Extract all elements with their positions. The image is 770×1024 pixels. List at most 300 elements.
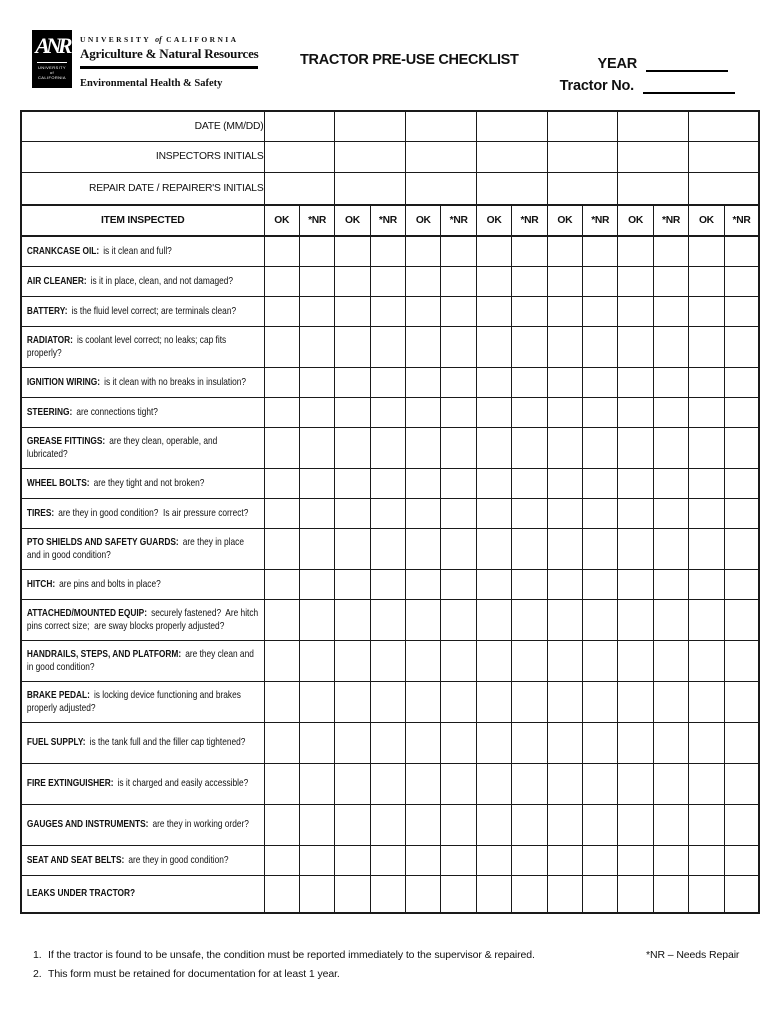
ok-check-cell[interactable] — [264, 681, 299, 722]
nr-check-cell[interactable] — [653, 397, 688, 427]
ok-check-cell[interactable] — [476, 397, 511, 427]
nr-check-cell[interactable] — [653, 599, 688, 640]
ok-check-cell[interactable] — [406, 367, 441, 397]
ok-check-cell[interactable] — [547, 326, 582, 367]
nr-check-cell[interactable] — [583, 640, 618, 681]
ok-check-cell[interactable] — [406, 845, 441, 875]
ok-check-cell[interactable] — [476, 804, 511, 845]
nr-check-cell[interactable] — [299, 468, 334, 498]
item-label-cell — [21, 296, 264, 326]
nr-check-cell[interactable] — [724, 427, 759, 468]
nr-check-cell[interactable] — [441, 875, 476, 913]
item-text — [22, 373, 264, 392]
ok-check-cell[interactable] — [547, 427, 582, 468]
nr-check-cell[interactable] — [653, 427, 688, 468]
nr-check-cell[interactable] — [441, 722, 476, 763]
nr-check-cell[interactable] — [512, 367, 547, 397]
ok-check-cell[interactable] — [689, 804, 724, 845]
ok-check-cell[interactable] — [618, 640, 653, 681]
ok-check-cell[interactable] — [335, 427, 370, 468]
meta-entry-cell[interactable] — [406, 141, 477, 172]
nr-check-cell[interactable] — [653, 498, 688, 528]
ok-check-cell[interactable] — [618, 722, 653, 763]
ok-check-cell[interactable] — [689, 722, 724, 763]
ok-check-cell[interactable] — [689, 397, 724, 427]
nr-check-cell[interactable] — [512, 296, 547, 326]
nr-check-cell[interactable] — [299, 266, 334, 296]
nr-check-cell[interactable] — [724, 397, 759, 427]
nr-check-cell[interactable] — [583, 427, 618, 468]
ok-check-cell[interactable] — [264, 367, 299, 397]
meta-entry-cell[interactable] — [264, 172, 335, 205]
ok-check-cell[interactable] — [547, 763, 582, 804]
ok-check-cell[interactable] — [547, 296, 582, 326]
nr-check-cell[interactable] — [441, 599, 476, 640]
nr-check-cell[interactable] — [441, 236, 476, 266]
nr-check-cell[interactable] — [370, 845, 405, 875]
nr-check-cell[interactable] — [370, 296, 405, 326]
ok-check-cell[interactable] — [689, 498, 724, 528]
ok-check-cell[interactable] — [689, 640, 724, 681]
nr-check-cell[interactable] — [299, 875, 334, 913]
nr-check-cell[interactable] — [512, 326, 547, 367]
ok-check-cell[interactable] — [335, 367, 370, 397]
nr-check-cell[interactable] — [583, 763, 618, 804]
ok-check-cell[interactable] — [335, 569, 370, 599]
nr-check-cell[interactable] — [724, 528, 759, 569]
meta-entry-cell[interactable] — [264, 111, 335, 141]
ok-check-cell[interactable] — [618, 296, 653, 326]
ok-check-cell[interactable] — [689, 845, 724, 875]
nr-column-header: *NR — [583, 205, 618, 236]
nr-check-cell[interactable] — [583, 569, 618, 599]
nr-check-cell[interactable] — [441, 528, 476, 569]
ok-check-cell[interactable] — [689, 599, 724, 640]
ok-check-cell[interactable] — [618, 326, 653, 367]
meta-entry-cell[interactable] — [335, 111, 406, 141]
ok-check-cell[interactable] — [547, 498, 582, 528]
ok-check-cell[interactable] — [689, 236, 724, 266]
ok-check-cell[interactable] — [264, 875, 299, 913]
nr-check-cell[interactable] — [299, 236, 334, 266]
nr-check-cell[interactable] — [512, 528, 547, 569]
ok-check-cell[interactable] — [264, 722, 299, 763]
meta-entry-cell[interactable] — [689, 141, 760, 172]
ok-check-cell[interactable] — [689, 681, 724, 722]
nr-check-cell[interactable] — [653, 875, 688, 913]
nr-check-cell[interactable] — [299, 498, 334, 528]
tractor-no-field[interactable] — [643, 77, 735, 94]
ok-check-cell[interactable] — [335, 236, 370, 266]
nr-check-cell[interactable] — [299, 296, 334, 326]
ok-check-cell[interactable] — [335, 397, 370, 427]
nr-check-cell[interactable] — [441, 804, 476, 845]
ok-check-cell[interactable] — [335, 640, 370, 681]
nr-check-cell[interactable] — [724, 875, 759, 913]
ok-check-cell[interactable] — [476, 875, 511, 913]
ok-check-cell[interactable] — [547, 845, 582, 875]
ok-check-cell[interactable] — [476, 266, 511, 296]
ok-check-cell[interactable] — [406, 468, 441, 498]
ok-check-cell[interactable] — [406, 569, 441, 599]
nr-check-cell[interactable] — [724, 296, 759, 326]
ok-check-cell[interactable] — [406, 804, 441, 845]
ok-check-cell[interactable] — [476, 763, 511, 804]
meta-entry-cell[interactable] — [547, 141, 618, 172]
meta-entry-cell[interactable] — [335, 172, 406, 205]
ok-check-cell[interactable] — [264, 569, 299, 599]
ok-check-cell[interactable] — [618, 681, 653, 722]
ok-check-cell[interactable] — [547, 266, 582, 296]
nr-check-cell[interactable] — [370, 397, 405, 427]
nr-check-cell[interactable] — [512, 236, 547, 266]
nr-check-cell[interactable] — [583, 236, 618, 266]
nr-check-cell[interactable] — [299, 569, 334, 599]
ok-check-cell[interactable] — [335, 326, 370, 367]
nr-check-cell[interactable] — [724, 498, 759, 528]
nr-check-cell[interactable] — [653, 266, 688, 296]
ok-check-cell[interactable] — [689, 468, 724, 498]
ok-check-cell[interactable] — [618, 845, 653, 875]
nr-check-cell[interactable] — [512, 804, 547, 845]
ok-check-cell[interactable] — [547, 397, 582, 427]
ok-check-cell[interactable] — [689, 427, 724, 468]
nr-check-cell[interactable] — [512, 875, 547, 913]
ok-check-cell[interactable] — [547, 528, 582, 569]
ok-check-cell[interactable] — [406, 681, 441, 722]
footer-note — [33, 965, 535, 984]
ok-check-cell[interactable] — [406, 236, 441, 266]
nr-check-cell[interactable] — [724, 722, 759, 763]
nr-check-cell[interactable] — [583, 722, 618, 763]
ok-check-cell[interactable] — [547, 681, 582, 722]
nr-check-cell[interactable] — [724, 640, 759, 681]
nr-check-cell[interactable] — [370, 266, 405, 296]
nr-check-cell[interactable] — [512, 599, 547, 640]
nr-check-cell[interactable] — [724, 569, 759, 599]
nr-check-cell[interactable] — [653, 367, 688, 397]
meta-entry-cell[interactable] — [618, 172, 689, 205]
item-text — [22, 242, 264, 261]
page-title: TRACTOR PRE-USE CHECKLIST — [300, 52, 519, 68]
nr-check-cell[interactable] — [512, 569, 547, 599]
ok-check-cell[interactable] — [264, 528, 299, 569]
ok-check-cell[interactable] — [264, 266, 299, 296]
item-text — [22, 686, 264, 718]
ok-check-cell[interactable] — [264, 498, 299, 528]
ok-check-cell[interactable] — [476, 498, 511, 528]
meta-entry-cell[interactable] — [547, 111, 618, 141]
year-field[interactable] — [646, 55, 728, 72]
ok-check-cell[interactable] — [476, 296, 511, 326]
nr-check-cell[interactable] — [583, 397, 618, 427]
nr-check-cell[interactable] — [512, 266, 547, 296]
nr-check-cell[interactable] — [653, 845, 688, 875]
ok-check-cell[interactable] — [476, 640, 511, 681]
nr-check-cell[interactable] — [583, 326, 618, 367]
nr-check-cell[interactable] — [512, 640, 547, 681]
nr-check-cell[interactable] — [370, 722, 405, 763]
nr-check-cell[interactable] — [512, 845, 547, 875]
ok-check-cell[interactable] — [476, 569, 511, 599]
ok-check-cell[interactable] — [406, 427, 441, 468]
nr-check-cell[interactable] — [441, 296, 476, 326]
nr-check-cell[interactable] — [299, 367, 334, 397]
ok-check-cell[interactable] — [547, 804, 582, 845]
nr-check-cell[interactable] — [653, 236, 688, 266]
nr-check-cell[interactable] — [299, 528, 334, 569]
ok-check-cell[interactable] — [264, 326, 299, 367]
ok-check-cell[interactable] — [335, 804, 370, 845]
nr-check-cell[interactable] — [653, 296, 688, 326]
nr-check-cell[interactable] — [512, 468, 547, 498]
ok-check-cell[interactable] — [264, 236, 299, 266]
nr-check-cell[interactable] — [583, 296, 618, 326]
nr-check-cell[interactable] — [583, 528, 618, 569]
ok-check-cell[interactable] — [476, 236, 511, 266]
nr-check-cell[interactable] — [724, 326, 759, 367]
nr-check-cell[interactable] — [512, 427, 547, 468]
nr-check-cell[interactable] — [653, 763, 688, 804]
nr-check-cell[interactable] — [512, 681, 547, 722]
ok-check-cell[interactable] — [406, 875, 441, 913]
ok-check-cell[interactable] — [406, 722, 441, 763]
ok-check-cell[interactable] — [476, 681, 511, 722]
ok-check-cell[interactable] — [406, 397, 441, 427]
nr-check-cell[interactable] — [724, 599, 759, 640]
meta-entry-cell[interactable] — [476, 141, 547, 172]
nr-check-cell[interactable] — [441, 326, 476, 367]
nr-check-cell[interactable] — [299, 326, 334, 367]
nr-check-cell[interactable] — [441, 569, 476, 599]
nr-check-cell[interactable] — [724, 681, 759, 722]
ok-check-cell[interactable] — [264, 845, 299, 875]
ok-check-cell[interactable] — [476, 722, 511, 763]
ok-check-cell[interactable] — [335, 599, 370, 640]
ok-check-cell[interactable] — [618, 498, 653, 528]
meta-entry-cell[interactable] — [406, 172, 477, 205]
ok-check-cell[interactable] — [335, 468, 370, 498]
nr-check-cell[interactable] — [724, 367, 759, 397]
nr-check-cell[interactable] — [299, 763, 334, 804]
meta-entry-cell[interactable] — [335, 141, 406, 172]
ok-check-cell[interactable] — [406, 266, 441, 296]
nr-check-cell[interactable] — [370, 367, 405, 397]
nr-check-cell[interactable] — [370, 498, 405, 528]
ok-check-cell[interactable] — [547, 367, 582, 397]
ok-check-cell[interactable] — [618, 804, 653, 845]
nr-check-cell[interactable] — [724, 468, 759, 498]
ok-check-cell[interactable] — [406, 528, 441, 569]
nr-check-cell[interactable] — [299, 681, 334, 722]
ok-check-cell[interactable] — [335, 266, 370, 296]
ok-check-cell[interactable] — [547, 722, 582, 763]
meta-entry-cell[interactable] — [689, 172, 760, 205]
meta-entry-cell[interactable] — [618, 111, 689, 141]
ok-check-cell[interactable] — [476, 468, 511, 498]
ok-check-cell[interactable] — [335, 845, 370, 875]
nr-check-cell[interactable] — [370, 569, 405, 599]
nr-check-cell[interactable] — [583, 845, 618, 875]
nr-check-cell[interactable] — [653, 326, 688, 367]
nr-check-cell[interactable] — [512, 397, 547, 427]
nr-check-cell[interactable] — [299, 427, 334, 468]
ok-check-cell[interactable] — [547, 875, 582, 913]
nr-check-cell[interactable] — [653, 681, 688, 722]
ok-check-cell[interactable] — [689, 266, 724, 296]
ok-check-cell[interactable] — [618, 266, 653, 296]
ok-check-cell[interactable] — [689, 569, 724, 599]
ok-check-cell[interactable] — [689, 875, 724, 913]
nr-check-cell[interactable] — [512, 763, 547, 804]
nr-check-cell[interactable] — [370, 875, 405, 913]
ok-check-cell[interactable] — [335, 763, 370, 804]
ok-check-cell[interactable] — [406, 763, 441, 804]
nr-check-cell[interactable] — [653, 722, 688, 763]
meta-entry-cell[interactable] — [406, 111, 477, 141]
ok-check-cell[interactable] — [476, 367, 511, 397]
nr-check-cell[interactable] — [653, 569, 688, 599]
nr-check-cell[interactable] — [512, 498, 547, 528]
nr-check-cell[interactable] — [441, 397, 476, 427]
ok-check-cell[interactable] — [618, 528, 653, 569]
nr-check-cell[interactable] — [370, 326, 405, 367]
nr-check-cell[interactable] — [441, 427, 476, 468]
ok-check-cell[interactable] — [689, 326, 724, 367]
nr-check-cell[interactable] — [441, 367, 476, 397]
ok-check-cell[interactable] — [406, 296, 441, 326]
meta-entry-cell[interactable] — [264, 141, 335, 172]
ok-check-cell[interactable] — [618, 427, 653, 468]
nr-check-cell[interactable] — [441, 763, 476, 804]
ok-check-cell[interactable] — [476, 326, 511, 367]
ok-check-cell[interactable] — [618, 569, 653, 599]
ok-check-cell[interactable] — [264, 640, 299, 681]
ok-check-cell[interactable] — [476, 427, 511, 468]
meta-entry-cell[interactable] — [618, 141, 689, 172]
meta-entry-cell[interactable] — [476, 172, 547, 205]
ok-check-cell[interactable] — [618, 763, 653, 804]
nr-check-cell[interactable] — [512, 722, 547, 763]
nr-check-cell[interactable] — [370, 236, 405, 266]
nr-check-cell[interactable] — [299, 640, 334, 681]
ok-check-cell[interactable] — [264, 804, 299, 845]
ok-check-cell[interactable] — [335, 528, 370, 569]
nr-check-cell[interactable] — [583, 804, 618, 845]
nr-check-cell[interactable] — [441, 681, 476, 722]
meta-entry-cell[interactable] — [476, 111, 547, 141]
ok-check-cell[interactable] — [689, 296, 724, 326]
ok-column-header: OK — [264, 205, 299, 236]
ok-check-cell[interactable] — [264, 296, 299, 326]
nr-check-cell[interactable] — [653, 804, 688, 845]
ok-check-cell[interactable] — [476, 845, 511, 875]
ok-check-cell[interactable] — [618, 367, 653, 397]
nr-check-cell[interactable] — [370, 468, 405, 498]
nr-check-cell[interactable] — [299, 599, 334, 640]
nr-check-cell[interactable] — [583, 681, 618, 722]
ok-check-cell[interactable] — [618, 875, 653, 913]
ok-check-cell[interactable] — [618, 468, 653, 498]
ok-check-cell[interactable] — [547, 640, 582, 681]
nr-check-cell[interactable] — [299, 845, 334, 875]
nr-check-cell[interactable] — [370, 528, 405, 569]
nr-check-cell[interactable] — [370, 763, 405, 804]
ok-check-cell[interactable] — [406, 640, 441, 681]
ok-check-cell[interactable] — [264, 763, 299, 804]
nr-check-cell[interactable] — [583, 468, 618, 498]
ok-check-cell[interactable] — [618, 397, 653, 427]
nr-check-cell[interactable] — [299, 804, 334, 845]
item-description: are they tight and not broken? — [93, 477, 205, 489]
nr-check-cell[interactable] — [299, 397, 334, 427]
ok-check-cell[interactable] — [406, 498, 441, 528]
ok-check-cell[interactable] — [547, 236, 582, 266]
meta-entry-cell[interactable] — [689, 111, 760, 141]
nr-check-cell[interactable] — [724, 845, 759, 875]
nr-check-cell[interactable] — [653, 468, 688, 498]
nr-check-cell[interactable] — [583, 498, 618, 528]
nr-check-cell[interactable] — [653, 528, 688, 569]
nr-check-cell[interactable] — [370, 427, 405, 468]
nr-check-cell[interactable] — [370, 599, 405, 640]
nr-check-cell[interactable] — [583, 875, 618, 913]
ok-check-cell[interactable] — [547, 468, 582, 498]
nr-check-cell[interactable] — [441, 845, 476, 875]
ok-check-cell[interactable] — [689, 367, 724, 397]
nr-check-cell[interactable] — [441, 640, 476, 681]
item-label-cell — [21, 569, 264, 599]
ok-check-cell[interactable] — [689, 763, 724, 804]
nr-check-cell[interactable] — [370, 804, 405, 845]
ok-check-cell[interactable] — [264, 397, 299, 427]
ok-check-cell[interactable] — [547, 569, 582, 599]
ok-check-cell[interactable] — [689, 528, 724, 569]
ok-check-cell[interactable] — [547, 599, 582, 640]
nr-check-cell[interactable] — [724, 804, 759, 845]
nr-check-cell[interactable] — [724, 236, 759, 266]
nr-check-cell[interactable] — [441, 468, 476, 498]
ok-check-cell[interactable] — [335, 722, 370, 763]
nr-check-cell[interactable] — [370, 640, 405, 681]
nr-check-cell[interactable] — [724, 763, 759, 804]
ok-check-cell[interactable] — [618, 599, 653, 640]
ok-check-cell[interactable] — [476, 528, 511, 569]
nr-check-cell[interactable] — [299, 722, 334, 763]
nr-check-cell[interactable] — [653, 640, 688, 681]
ok-check-cell[interactable] — [335, 681, 370, 722]
ok-check-cell[interactable] — [264, 427, 299, 468]
ok-check-cell[interactable] — [335, 296, 370, 326]
ok-check-cell[interactable] — [406, 326, 441, 367]
ok-check-cell[interactable] — [335, 498, 370, 528]
ok-check-cell[interactable] — [476, 599, 511, 640]
item-inspected-header: ITEM INSPECTED — [21, 205, 264, 236]
ok-check-cell[interactable] — [335, 875, 370, 913]
ok-check-cell[interactable] — [618, 236, 653, 266]
nr-check-cell[interactable] — [583, 599, 618, 640]
ok-check-cell[interactable] — [264, 599, 299, 640]
ok-check-cell[interactable] — [406, 599, 441, 640]
nr-check-cell[interactable] — [724, 266, 759, 296]
ok-check-cell[interactable] — [264, 468, 299, 498]
nr-check-cell[interactable] — [441, 266, 476, 296]
nr-check-cell[interactable] — [583, 266, 618, 296]
nr-check-cell[interactable] — [441, 498, 476, 528]
nr-check-cell[interactable] — [370, 681, 405, 722]
nr-check-cell[interactable] — [583, 367, 618, 397]
meta-entry-cell[interactable] — [547, 172, 618, 205]
